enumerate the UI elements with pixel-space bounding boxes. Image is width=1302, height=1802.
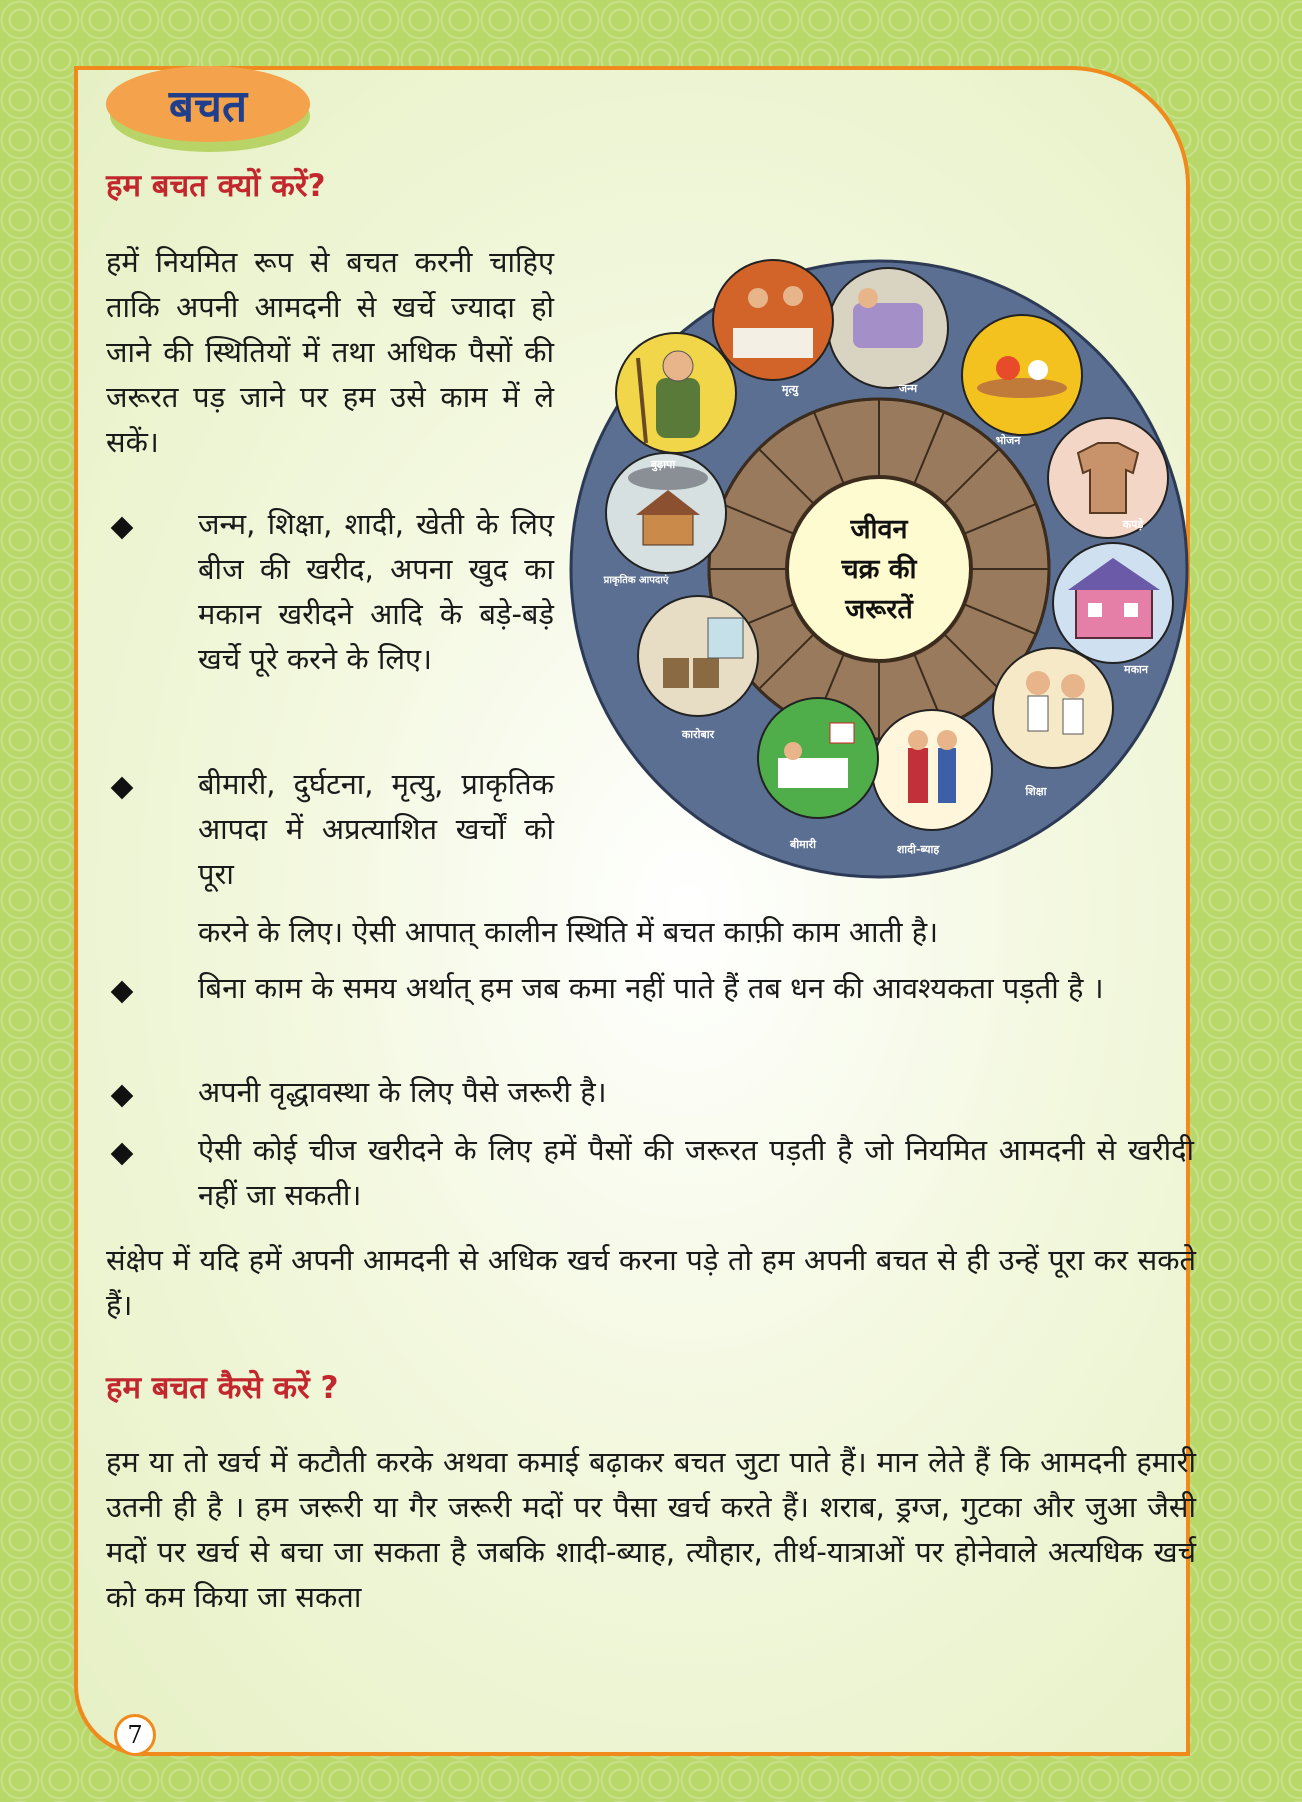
- wheel-item-label: कारोबार: [681, 728, 715, 741]
- wheel-item-label: मकान: [1124, 663, 1148, 676]
- life-cycle-needs-wheel: [568, 258, 1190, 880]
- section2-paragraph: हम या तो खर्च में कटौती करके अथवा कमाई बढ़ाकर बचत जुटा पाते हैं। मान लेते हैं कि आमदनी हमारी उतनी ही है । हम जरूरी या गैर जरूरी मदों पर पैसा खर्च करते हैं। शराब, ड्रग्ज, गुटका और जुआ जैसी मदों पर खर्च से बचा जा सकता है जबकि शादी-ब्याह, त्यौहार, तीर्थ-यात्राओं पर होनेवाले अत्यधिक खर्च को कम किया जा सकता: [106, 1445, 1196, 1614]
- wheel-item-label: शादी-ब्याह: [896, 843, 940, 856]
- intro-paragraph: हमें नियमित रूप से बचत करनी चाहिए ताकि अपनी आमदनी से खर्चे ज्यादा हो जाने की स्थितियों में तथा अधिक पैसों की जरूरत पड़ जाने पर हम उसे काम में ले सकें।: [106, 245, 554, 459]
- wheel-center-line1: जीवन: [850, 514, 908, 545]
- bullet-3: बिना काम के समय अर्थात् हम जब कमा नहीं पाते हैं तब धन की आवश्यकता पड़ती है ।: [198, 971, 1104, 1005]
- bullet-2-part1: बीमारी, दुर्घटना, मृत्यु, प्राकृतिक आपदा में अप्रत्याशित खर्चों को पूरा: [198, 767, 554, 891]
- bullet-2-part2: करने के लिए। ऐसी आपात् कालीन स्थिति में बचत काफ़ी काम आती है।: [198, 915, 939, 949]
- wheel-item-label: बीमारी: [790, 838, 816, 851]
- bullet-4: अपनी वृद्धावस्था के लिए पैसे जरूरी है।: [198, 1075, 607, 1109]
- title-badge: [106, 66, 312, 152]
- page-title: बचत: [106, 66, 310, 142]
- wheel-item-label: बुढ़ापा: [650, 458, 676, 471]
- summary-paragraph: संक्षेप में यदि हमें अपनी आमदनी से अधिक खर्च करना पड़े तो हम अपनी बचत से ही उन्हें पूरा कर सकते हैं।: [106, 1243, 1196, 1322]
- section2-heading: हम बचत कैसे करें ?: [106, 1370, 339, 1406]
- wheel-item-label: जन्म: [898, 382, 918, 395]
- wheel-item-label: प्राकृतिक आपदाएं: [603, 575, 669, 586]
- bullet-1: जन्म, शिक्षा, शादी, खेती के लिए बीज की खरीद, अपना खुद का मकान खरीदने आदि के बड़े-बड़े खर्चे पूरे करने के लिए।: [198, 507, 554, 676]
- wheel-item-label: मृत्यु: [781, 383, 799, 396]
- wheel-center-line2: चक्र की: [841, 554, 917, 585]
- bullet-5: ऐसी कोई चीज खरीदने के लिए हमें पैसों की जरूरत पड़ती है जो नियमित आमदनी से खरीदी नहीं जा सकती।: [198, 1133, 1194, 1212]
- page-number: 7: [114, 1714, 156, 1756]
- wheel-center-line3: जरूरतें: [845, 594, 913, 625]
- wheel-item-label: भोजन: [995, 434, 1021, 447]
- wheel-item-label: कपड़े: [1122, 518, 1144, 531]
- wheel-item-kapde: [1048, 418, 1168, 538]
- wheel-item-label: शिक्षा: [1025, 785, 1047, 798]
- section1-heading: हम बचत क्यों करें?: [106, 168, 326, 204]
